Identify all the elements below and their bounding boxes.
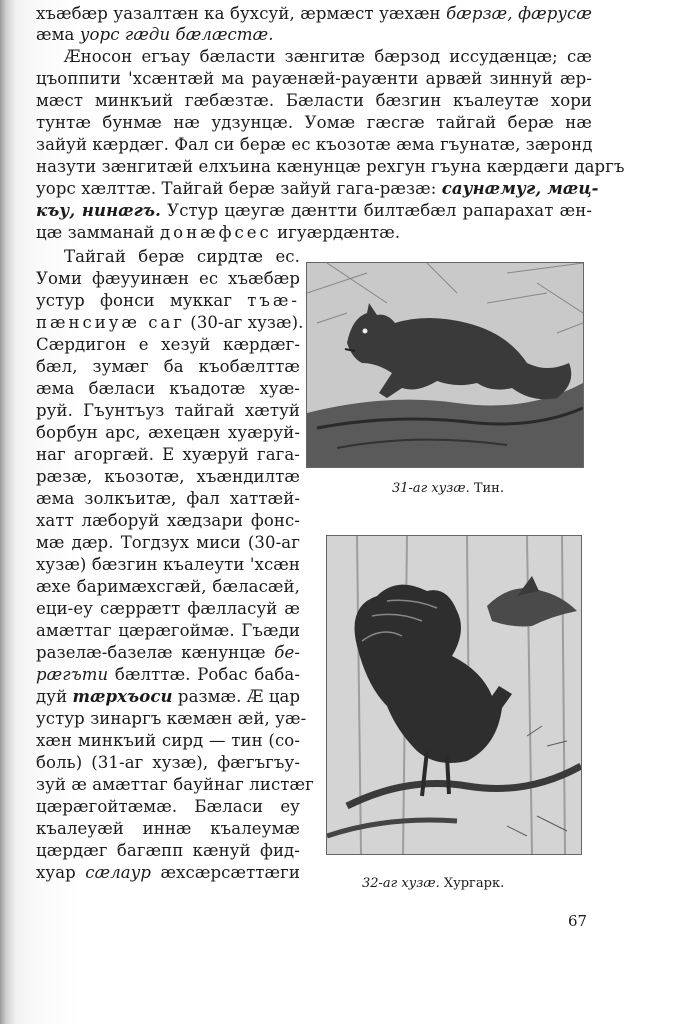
text-line: уорс хæлттæ. Тайгай берæ зайуй гага-рæзæ: саунæмуг, мæц- xyxy=(36,179,599,198)
sable-illustration xyxy=(306,262,584,468)
text-line: дуй тæрхъоси размæ. Æ цар xyxy=(36,687,301,706)
text-line: цæ замманай донæфсес игуæрдæнтæ. xyxy=(36,223,401,242)
text-line: мæ дæр. Тогдзух миси (30-аг xyxy=(36,533,300,552)
text-line: къу, нинæгъ. Устур цæугæ дæнтти билтæбæл рапарахат æн- xyxy=(36,201,593,220)
text-line: Тайгай берæ сирдтæ ес. xyxy=(64,247,300,266)
text-line: зуй æ амæттаг бауйнаг листæг xyxy=(36,775,314,794)
text-line: амæттаг цæрæгоймæ. Гъæди xyxy=(36,621,300,640)
text-line: æма бæласи къадотæ хуæ- xyxy=(36,379,300,398)
text-line: æма золкъитæ, фал хаттæй- xyxy=(36,489,300,508)
text-line: бæл, зумæг ба къобæлттæ xyxy=(36,357,300,376)
text-line: цæрдæг багæпп кæнуй фид- xyxy=(36,841,300,860)
text-line: Æносон егъау бæласти зæнгитæ бæрзод иссудæнцæ; сæ xyxy=(64,47,592,66)
text-line: рæзæ, къозотæ, хъæндилтæ xyxy=(36,467,300,486)
text-line: цъоппити 'хсæнтæй ма рауæнæй-рауæнти арвæй зиннуй æр- xyxy=(36,69,592,88)
sable-drawing xyxy=(307,263,583,467)
text-line: мæст минкъий гæбæзтæ. Бæласти бæзгин къалеутæ хори xyxy=(36,91,592,110)
text-line: рæгъти бæлттæ. Робас баба- xyxy=(36,665,300,684)
text-line: тунтæ бунмæ нæ удзунцæ. Уомæ гæсгæ тайгай берæ нæ xyxy=(36,113,592,132)
text-line: Уоми фæууинæн ес хъæбæр xyxy=(36,269,300,288)
text-line: къалеуæй иннæ къалеумæ xyxy=(36,819,300,838)
text-line: устур зинаргъ кæмæн æй, уæ- xyxy=(36,709,307,728)
text-line: зайуй кæрдæг. Фал си берæ ес къозотæ æма гъунатæ, зæронд xyxy=(36,135,593,154)
text-line: хатт лæборуй хæдзари фонс- xyxy=(36,511,300,530)
text-line: æма уорс гæди бæлæстæ. xyxy=(36,25,274,44)
capercaillie-illustration xyxy=(326,535,582,855)
text-line: пæнсиуæ саг (30-аг хузæ). xyxy=(36,313,304,332)
text-line: назути зæнгитæй елхъина кæнунцæ рехгун гъуна кæрдæги даргъ xyxy=(36,157,625,176)
text-line: руй. Гъунтъуз тайгай хæтуй xyxy=(36,401,300,420)
text-line: хуар сæлаур æхсæрсæттæги xyxy=(36,863,300,882)
text-line: Сæрдигон е хезуй кæрдæг- xyxy=(36,335,300,354)
text-line: æхе баримæхсгæй, бæласæй, xyxy=(36,577,300,596)
text-line: хузæ) бæзгин къалеути 'хсæн xyxy=(36,555,300,574)
text-line: боль) (31-аг хузæ), фæгъгъу- xyxy=(36,753,300,772)
capercaillie-drawing xyxy=(327,536,581,854)
text-line: наг агоргæй. Е хуæруй гага- xyxy=(36,445,300,464)
text-line: устур фонси муккаг тъæ- xyxy=(36,291,300,310)
figure-31-caption: 31-аг хузæ. Тин. xyxy=(392,481,504,496)
text-line: хъæбæр уазалтæн ка бухсуй, æрмæст уæхæн бæрзæ, фæрусæ xyxy=(36,4,592,23)
text-line: еци-еу сæррæтт фæлласуй æ xyxy=(36,599,300,618)
text-line: цæрæгойтæмæ. Бæласи еу xyxy=(36,797,300,816)
figure-32-caption: 32-аг хузæ. Хургарк. xyxy=(362,876,505,891)
text-line: хæн минкъий сирд — тин (со- xyxy=(36,731,300,750)
page-number: 67 xyxy=(568,912,588,930)
text-line: борбун арс, æхецæн хуæруй- xyxy=(36,423,300,442)
text-line: разелæ-базелæ кæнунцæ бе- xyxy=(36,643,300,662)
